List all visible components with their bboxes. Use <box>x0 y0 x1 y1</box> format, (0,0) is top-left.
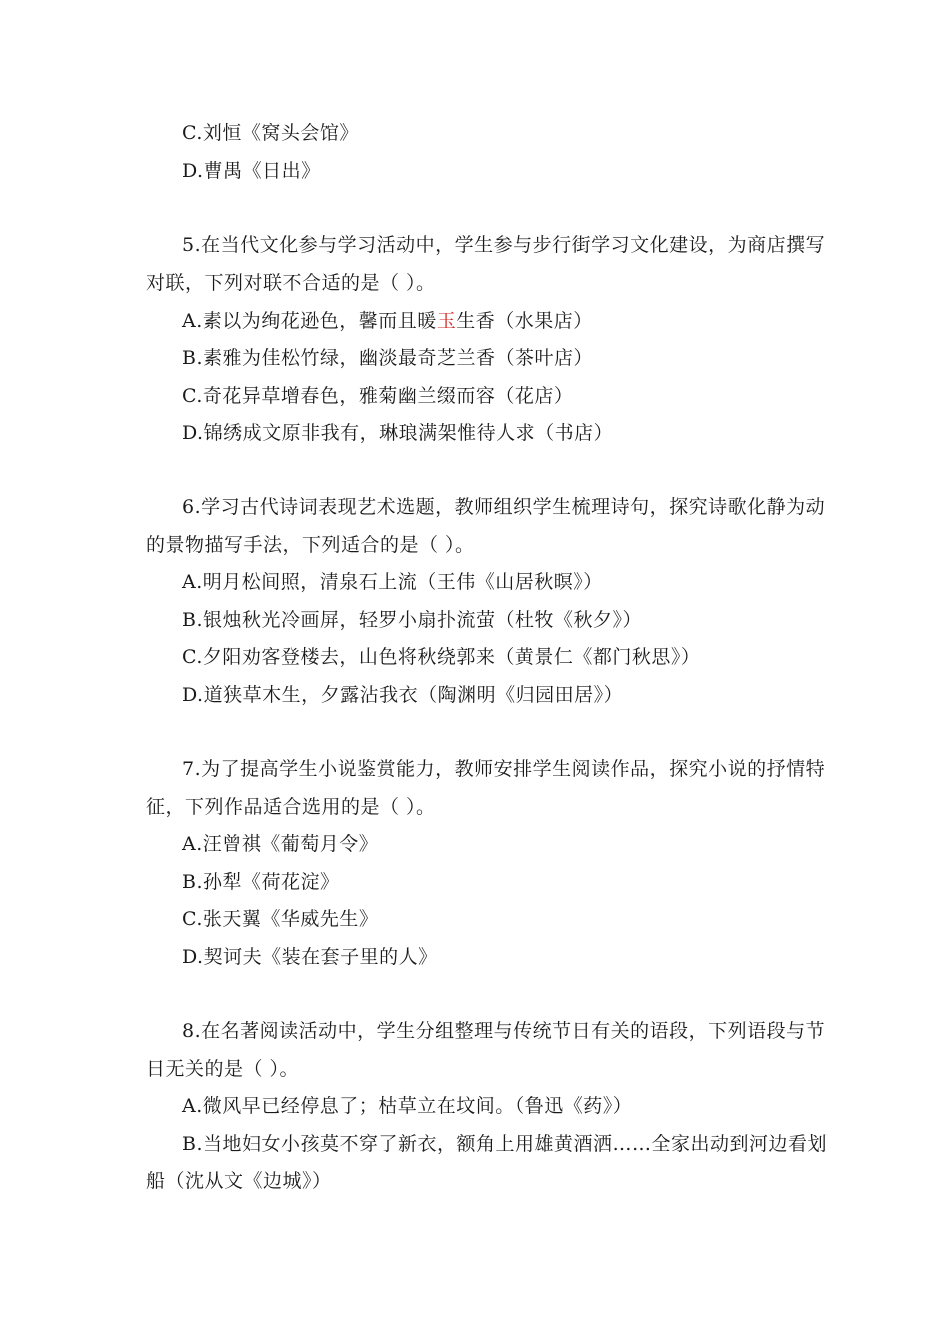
option-a-q5-pre: A.素以为绚花逊色，馨而且暖 <box>182 310 437 332</box>
option-a-q8: A.微风早已经停息了；枯草立在坟间。（鲁迅《药》） <box>182 1095 633 1117</box>
question-5-stem-line2: 对联，下列对联不合适的是（ ）。 <box>146 272 436 294</box>
option-c-q7: C.张天翼《华威先生》 <box>182 908 379 930</box>
option-a-q6: A.明月松间照，清泉石上流（王伟《山居秋暝》） <box>182 571 603 593</box>
option-a-q5-post: 生香（水果店） <box>456 310 593 332</box>
question-6-stem-line2: 的景物描写手法，下列适合的是（ ）。 <box>146 534 475 556</box>
option-c-q5: C.奇花异草增春色，雅菊幽兰缀而容（花店） <box>182 385 574 407</box>
question-5-stem-line1: 5.在当代文化参与学习活动中，学生参与步行街学习文化建设，为商店撰写 <box>182 234 826 256</box>
option-d-q4: D.曹禺《日出》 <box>182 160 321 182</box>
option-d-q5: D.锦绣成文原非我有，琳琅满架惟待人求（书店） <box>182 422 614 444</box>
option-d-q6: D.道狭草木生，夕露沾我衣（陶渊明《归园田居》） <box>182 684 624 706</box>
option-c-q4: C.刘恒《窝头会馆》 <box>182 122 359 144</box>
question-7-stem-line2: 征，下列作品适合选用的是（ ）。 <box>146 796 436 818</box>
option-a-q5 <box>182 309 593 333</box>
option-c-q6: C.夕阳劝客登楼去，山色将秋绕郭来（黄景仁《都门秋思》） <box>182 646 701 668</box>
option-a-q5-highlight: 玉 <box>436 310 457 332</box>
option-d-q7: D.契诃夫《装在套子里的人》 <box>182 946 438 968</box>
option-b-q5: B.素雅为佳松竹绿，幽淡最奇芝兰香（茶叶店） <box>182 347 594 369</box>
option-a-q7: A.汪曾祺《葡萄月令》 <box>182 833 379 855</box>
question-7-stem-line1: 7.为了提高学生小说鉴赏能力，教师安排学生阅读作品，探究小说的抒情特 <box>182 758 826 780</box>
option-b-q7: B.孙犁《荷花淀》 <box>182 871 340 893</box>
question-6-stem-line1: 6.学习古代诗词表现艺术选题，教师组织学生梳理诗句，探究诗歌化静为动 <box>182 496 826 518</box>
option-b-q8-line2: 船（沈从文《边城》） <box>146 1170 332 1192</box>
option-b-q6: B.银烛秋光冷画屏，轻罗小扇扑流萤（杜牧《秋夕》） <box>182 609 643 631</box>
question-8-stem-line2: 日无关的是（ ）。 <box>146 1058 300 1080</box>
option-b-q8-line1: B.当地妇女小孩莫不穿了新衣，额角上用雄黄酒洒……全家出动到河边看划 <box>182 1133 828 1155</box>
question-8-stem-line1: 8.在名著阅读活动中，学生分组整理与传统节日有关的语段，下列语段与节 <box>182 1020 826 1042</box>
